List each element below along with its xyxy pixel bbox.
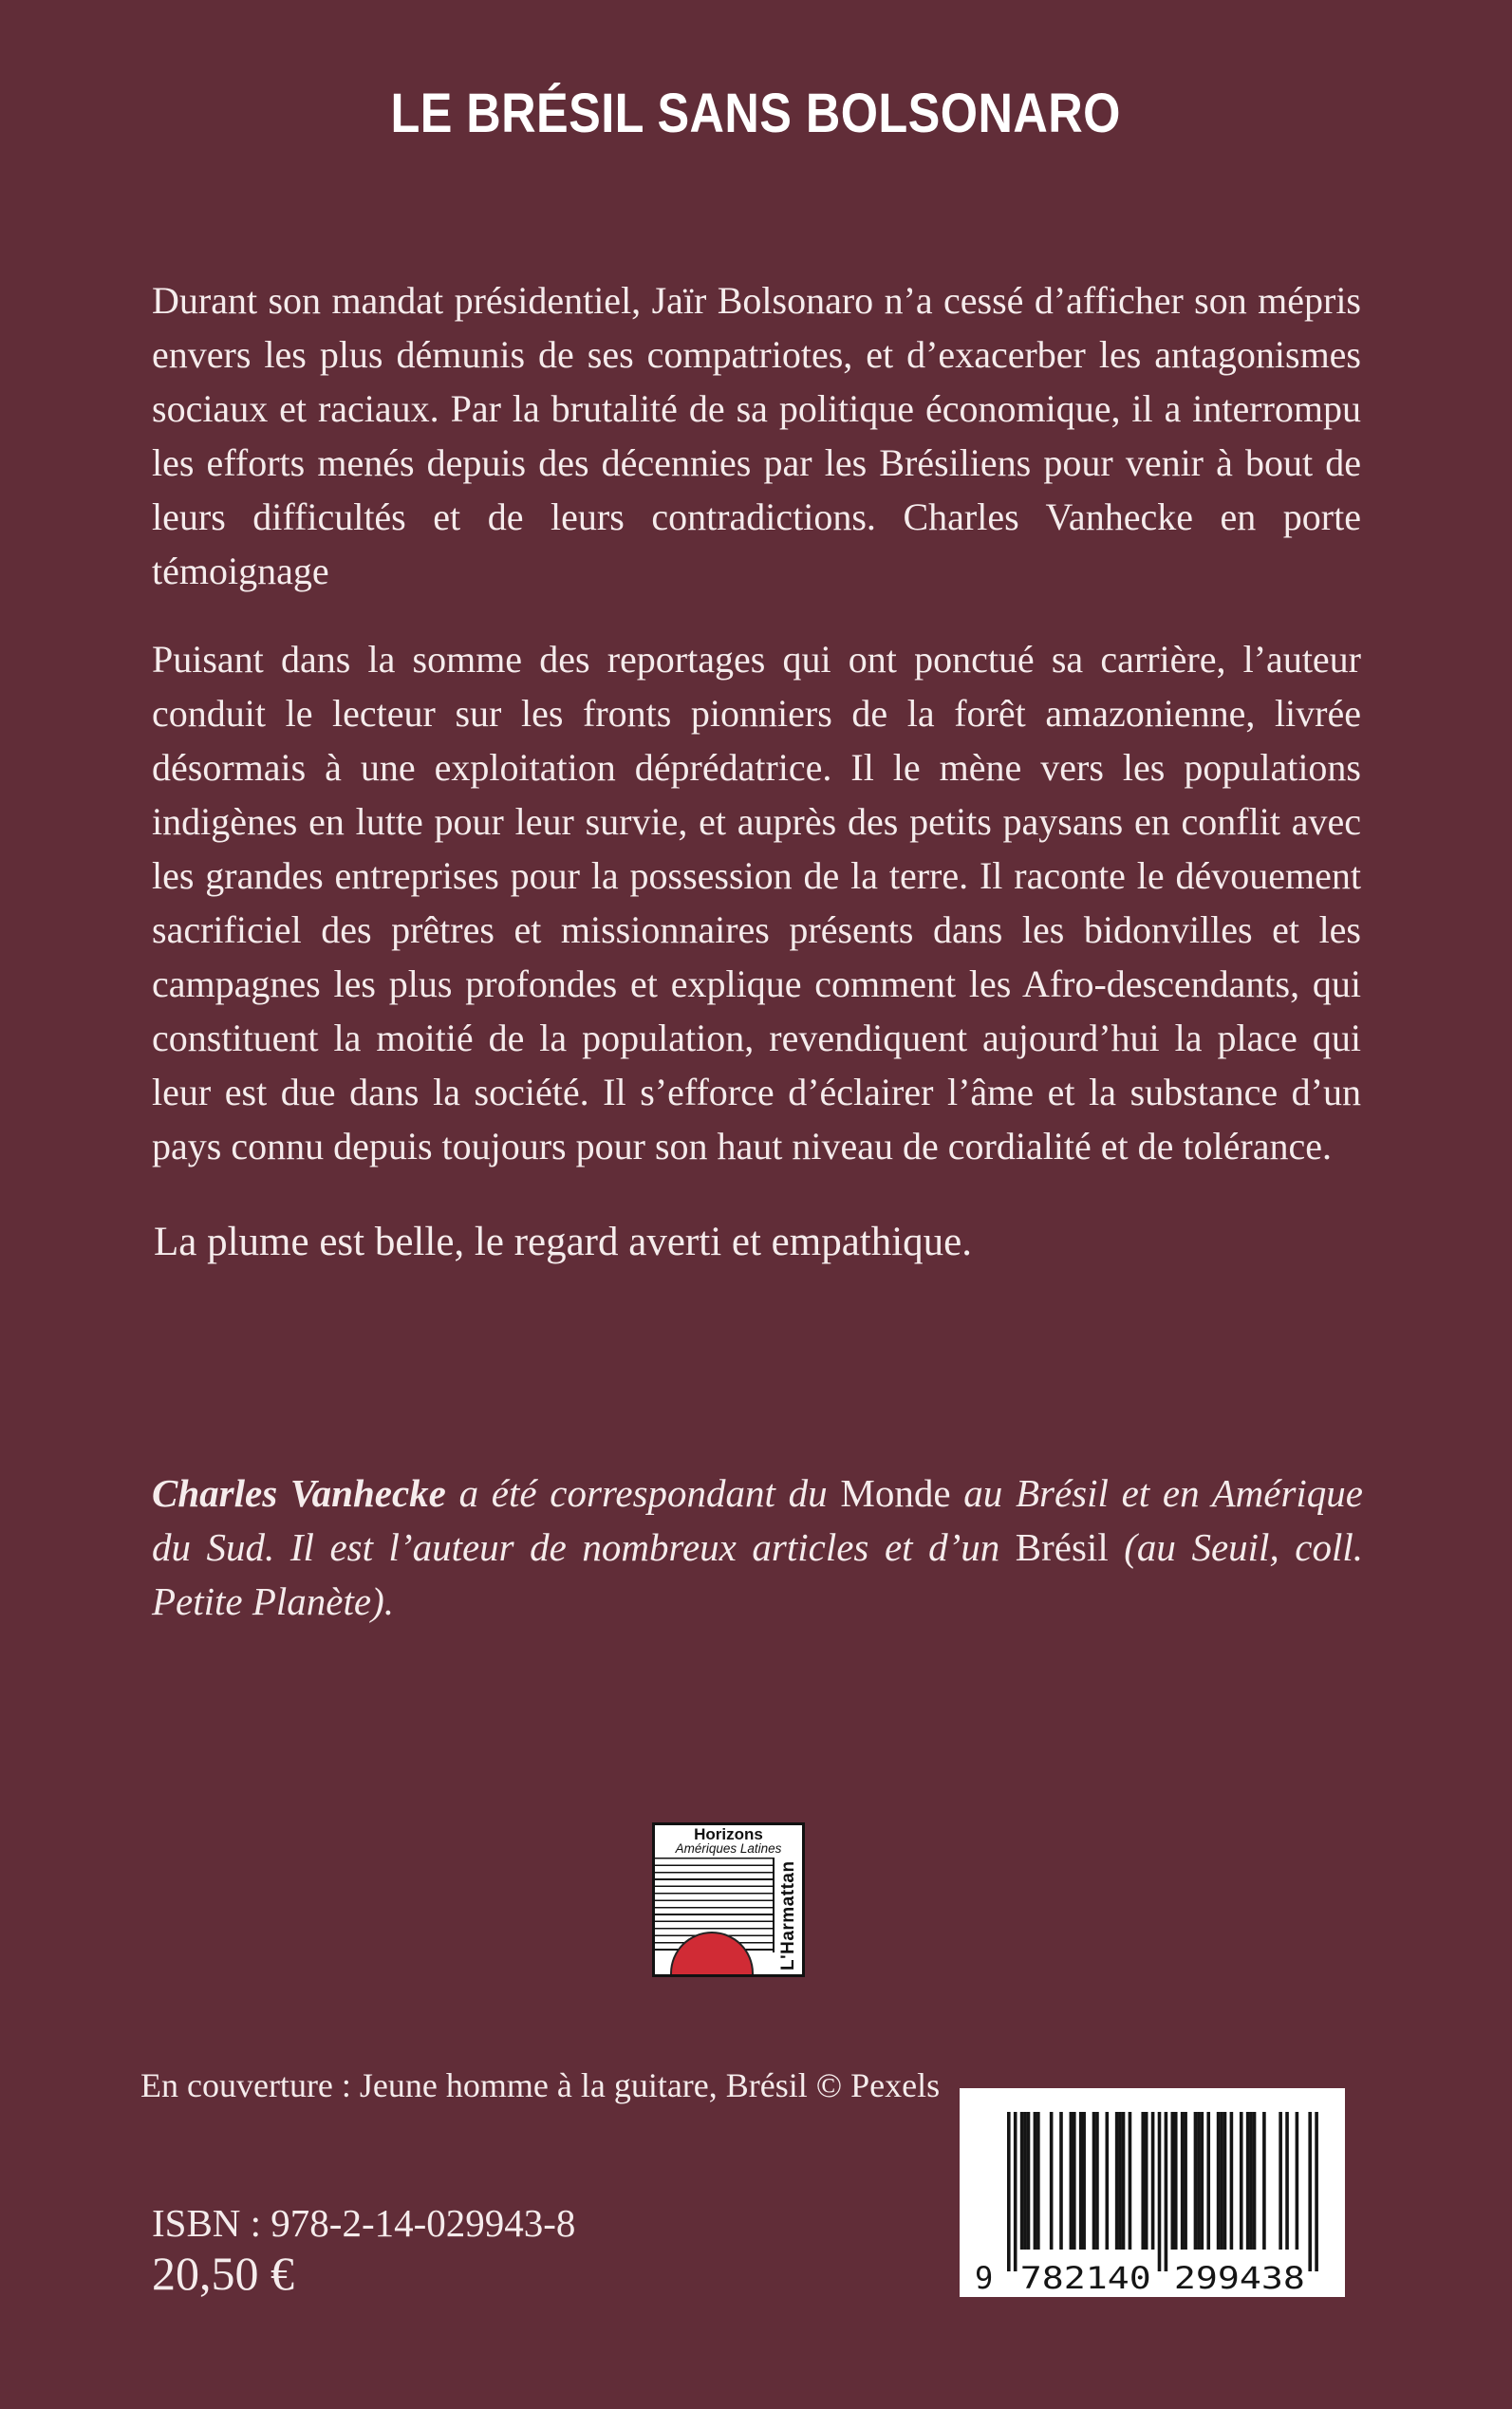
publisher-name-vertical: L'Harmattan	[778, 1860, 798, 1971]
collection-subtitle: Amériques Latines	[675, 1841, 782, 1857]
isbn-number: ISBN : 978-2-14-029943-8	[152, 2201, 576, 2245]
bio-book-title: Brésil	[1015, 1525, 1109, 1569]
book-title-text: LE BRÉSIL SANS BOLSONARO	[390, 83, 1122, 144]
price: 20,50 €	[152, 2247, 294, 2300]
bio-journal-name: Monde	[840, 1471, 951, 1515]
svg-text:299438: 299438	[1173, 2260, 1305, 2296]
synopsis-paragraph-1: Durant son mandat présidentiel, Jaïr Bolsonaro n’a cessé d’afficher son mépris envers les plus démunis de ses compatriotes, et d’exacerber les antagonismes sociaux et raciaux. Par la brutalité de sa politique économique, il a interrompu les efforts menés depuis des décennies par les Brésiliens pour venir à bout de leurs difficultés et de leurs contradictions. Charles Vanhecke en porte témoignage	[152, 279, 1361, 592]
bio-segment: (au Seuil, coll. Petite Planète).	[152, 1525, 1363, 1623]
barcode-bars	[960, 2088, 1345, 2297]
synopsis-paragraph-2: Puisant dans la somme des reportages qui ont ponctué sa carrière, l’auteur conduit le lecteur sur les fronts pionniers de la forêt amazonienne, livrée désormais à une exploitation déprédatrice. Il le mène vers les populations indigènes en lutte pour leur survie, et auprès des petits paysans en conflit avec les grandes entreprises pour la possession de la terre. Il raconte le dévouement sacrificiel des prêtres et missionnaires présents dans les bidonvilles et les campagnes les plus profondes et explique comment les Afro-descendants, qui constituent la moitié de la population, revendiquent aujourd’hui la place qui leur est due dans la société. Il s’efforce d’éclairer l’âme et la substance d’un pays connu depuis toujours pour son haut niveau de cordialité et de tolérance.	[152, 638, 1361, 1167]
publisher-logo-header	[655, 1826, 802, 1856]
tagline: La plume est belle, le regard averti et empathique.	[154, 1220, 973, 1264]
publisher-logo	[652, 1822, 805, 1977]
author-bio	[152, 1466, 1363, 1629]
bio-segment: a été correspondant du	[445, 1471, 841, 1515]
svg-text:9: 9	[975, 2260, 994, 2296]
author-name: Charles Vanhecke	[152, 1471, 446, 1515]
svg-text:782140: 782140	[1019, 2260, 1151, 2296]
collection-name: Horizons	[694, 1825, 763, 1843]
cover-photo-credit: En couverture : Jeune homme à la guitare, Brésil © Pexels	[140, 2066, 941, 2104]
ean13-barcode	[960, 2088, 1345, 2297]
bio-segment: au Brésil et en Amérique du Sud. Il est l’auteur de nombreux articles et d’un	[152, 1471, 1363, 1569]
book-title	[0, 82, 1512, 145]
